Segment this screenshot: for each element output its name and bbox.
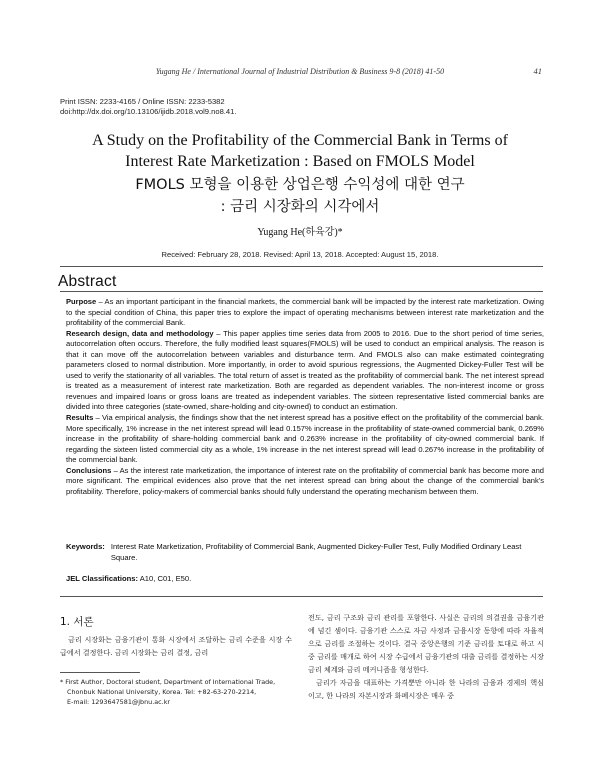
divider-bottom bbox=[60, 596, 543, 597]
keywords-label: Keywords: bbox=[66, 542, 105, 551]
left-column-para: 금리 시장화는 금융기관이 통화 시장에서 조달하는 금리 수준을 시장 수급에서 결정한다. 금리 시장화는 금리 결정, 금리 bbox=[60, 635, 292, 657]
conclusions-text: – As the interest rate marketization, the importance of interest rate on the profitability of commercial bank has become more and more significant. The empirical evidences also prove that the net interest spread can bring about the change of the commercial bank's profitability. Therefore, policy-makers of commercial banks should fully understand the operating mechanism between them. bbox=[66, 465, 544, 496]
author-name: Yugang He(하육강)* bbox=[257, 227, 343, 238]
design-text: – This paper applies time series data from 2005 to 2016. Due to the short period of time series, autocorrelation often occurs. Therefore, the fully modified least squares(FMOLS) will be used to conduct an empirical analysis. The reason is that it can move off the autocorrelation between variables and disturbance term. And FMOLS also can make estimated cointegrating parameters closed to normal distribution. More importantly, in order to avoid spurious regressions, the Augmented Dickey-Fuller Test will be used to verify the stationarity of all variables. The total return of asset is treated as the profitability of commercial bank. The net interest spread is treated as a measurement of interest rate marketization. Both are regarded as dependent variables. The non-interest income or gross revenues and impaired loans or gross loans are treated as independent variables. The sixteen representative listed commercial banks are divided into three categories (state-owned, share-holding and city-owned) to conduct an estimation. bbox=[66, 328, 544, 412]
title-ko-line1: FMOLS 모형을 이용한 상업은행 수익성에 대한 연구 bbox=[135, 177, 465, 193]
title-en-line2: Interest Rate Marketization : Based on FMOLS Model bbox=[125, 153, 475, 170]
purpose-text: – As an important participant in the financial markets, the commercial bank will be impacted by the interest rate marketization. Owing to the special condition of China, this paper tries to explore the impact of operating mechanisms between interest rate marketization and the profitability of the commercial Bank. bbox=[66, 297, 544, 328]
results-text: – Via empirical analysis, the findings show that the net interest spread has a positive effect on the profitability of the commercial bank. More specifically, 1% increase in the net interest spread will lead 0.157% increase in the profitability of state-owned commercial bank, 0.269% increase in the profitability of share-holding commercial bank and 0.263% increase in the profitability of city-owned commercial bank. If regarding the sixteen listed commercial city as a whole, 1% increase in the net interest spread will lead 0.267% increase in the profitability of the commercial bank. bbox=[66, 413, 544, 465]
results-label: Results bbox=[66, 413, 94, 423]
author-footnote bbox=[60, 677, 292, 707]
issn-block bbox=[60, 97, 236, 117]
abstract-conclusions bbox=[66, 466, 544, 498]
conclusions-label: Conclusions bbox=[66, 465, 112, 475]
section-heading: 1. 서론 bbox=[60, 616, 94, 628]
abstract-purpose bbox=[66, 297, 544, 329]
divider-top bbox=[60, 266, 543, 267]
running-head: Yugang He / International Journal of Industrial Distribution & Business 9-8 (2018) 41-50 bbox=[155, 67, 445, 76]
abstract-heading: Abstract bbox=[58, 273, 117, 290]
purpose-label: Purpose bbox=[66, 297, 97, 306]
footnote-email[interactable]: E-mail: 1293647581@jbnu.ac.kr bbox=[67, 698, 171, 706]
footnote-line2: Chonbuk National University, Korea. Tel: +82-63-270-2214, bbox=[67, 688, 257, 696]
abstract-design bbox=[66, 329, 544, 413]
doi-line[interactable]: doi:http://dx.doi.org/10.13106/ijidb.2018.vol9.no8.41. bbox=[60, 107, 237, 116]
keywords bbox=[66, 542, 544, 563]
right-column-para1: 전도, 금리 구조와 금리 관리를 포함한다. 사실은 금리의 의결권을 금융기관에 넘긴 셈이다. 금융기관 스스로 자금 사정과 금융시장 동향에 따라 자율적으로 금리를 조절하는 것이다. 결국 중앙은행의 기준 금리를 토대로 하고 시중 금리를 매개로 하여 시장 수급에서 금융기관의 대출 금리를 결정하는 시장금리 체계와 금리 메커니즘을 형성한다. bbox=[308, 613, 544, 674]
page-number: 41 bbox=[533, 66, 542, 76]
abstract-body bbox=[66, 297, 544, 497]
received-dates: Received: February 28, 2018. Revised: April 13, 2018. Accepted: August 15, 2018. bbox=[161, 250, 439, 259]
design-label: Research design, data and methodology bbox=[66, 328, 214, 338]
footnote-line1: * First Author, Doctoral student, Department of International Trade, bbox=[60, 678, 276, 686]
jel-label: JEL Classifications: bbox=[66, 574, 139, 583]
abstract-results bbox=[66, 413, 544, 466]
jel-classifications bbox=[66, 574, 544, 585]
footnote-divider bbox=[60, 672, 140, 673]
title-ko-line2: : 금리 시장화의 시각에서 bbox=[220, 199, 380, 215]
title-en-line1: A Study on the Profitability of the Commercial Bank in Terms of bbox=[92, 132, 508, 149]
right-column-para2: 금리가 자금을 대표하는 가격뿐만 아니라 한 나라의 금융과 경제의 핵심 이고, 한 나라의 자본시장과 화폐시장은 매우 중 bbox=[308, 678, 544, 700]
jel-text: A10, C01, E50. bbox=[139, 574, 192, 583]
issn-line: Print ISSN: 2233-4165 / Online ISSN: 2233-5382 bbox=[60, 97, 225, 106]
divider-abstract bbox=[60, 291, 543, 292]
keywords-text: Interest Rate Marketization, Profitability of Commercial Bank, Augmented Dickey-Fuller Test, Fully Modified Ordinary Least Square. bbox=[110, 542, 522, 562]
